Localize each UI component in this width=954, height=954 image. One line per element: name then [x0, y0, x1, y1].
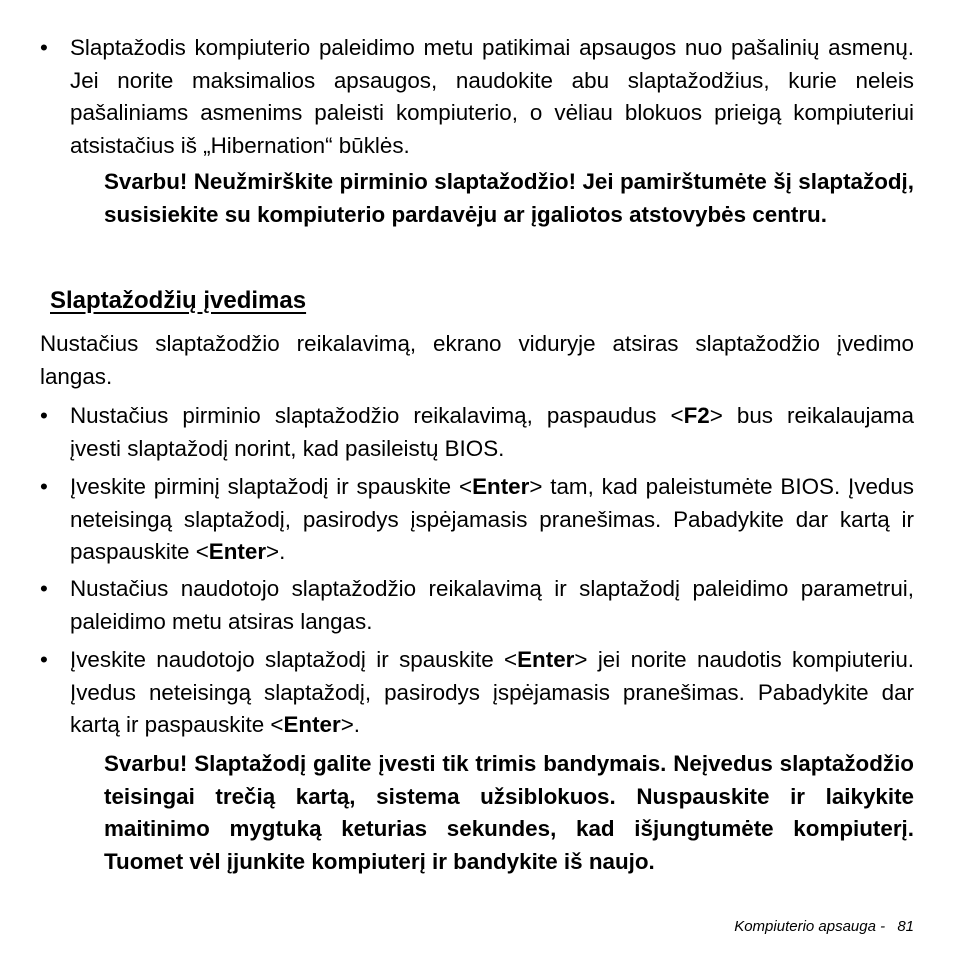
key-enter: Enter: [472, 474, 530, 499]
page-footer: [734, 917, 914, 937]
bullet-text: Įveskite naudotojo slaptažodį ir spauskite <Enter> jei norite naudotis kompiuteriu. Įvedus neteisingą slaptažodį, pasirodys įspėjamasis pranešimas. Pabadykite dar kartą ir paspauskite <Enter>.: [70, 647, 914, 737]
bullet-marker: •: [40, 576, 48, 601]
section-heading: Slaptažodžių įvedimas: [50, 287, 307, 314]
key-enter: Enter: [208, 539, 267, 564]
bullet-item-f2: [40, 400, 914, 465]
page-number: 81: [897, 918, 914, 935]
key-enter: Enter: [517, 647, 575, 672]
bullet-text: Nustačius naudotojo slaptažodžio reikalavimą ir slaptažodį paleidimo parametrui, paleidimo metu atsiras langas.: [70, 576, 914, 634]
bullet-marker: •: [40, 474, 48, 499]
important-note-1: Svarbu! Neužmirškite pirminio slaptažodžio! Jei pamirštumėte šį slaptažodį, susisiekite su kompiuterio pardavėju ar įgaliotos atstovybės centru.: [104, 169, 914, 227]
bullet-marker: •: [40, 647, 48, 672]
bullet-item-enter-supervisor: [40, 471, 914, 569]
bullet-text: Įveskite pirminį slaptažodį ir spauskite <Enter> tam, kad paleistumėte BIOS. Įvedus neteisingą slaptažodį, pasirodys įspėjamasis pranešimas. Pabadykite dar kartą ir paspauskite <Enter>.: [70, 474, 914, 564]
key-enter: Enter: [283, 712, 341, 737]
important-note-2: Svarbu! Slaptažodį galite įvesti tik trimis bandymais. Neįvedus slaptažodžio teisingai trečią kartą, sistema užsiblokuos. Nuspauskite ir laikykite maitinimo mygtuką keturias sekundes, kad išjungtumėte kompiuterį. Tuomet vėl įjunkite kompiuterį ir bandykite iš naujo.: [104, 751, 914, 874]
bullet-marker: •: [40, 403, 48, 428]
bullet-item-user-password: [40, 573, 914, 638]
bullet-marker: •: [40, 35, 48, 60]
bullet-item-boot-password: [40, 32, 914, 162]
bullet-text: Slaptažodis kompiuterio paleidimo metu patikimai apsaugos nuo pašalinių asmenų. Jei norite maksimalios apsaugos, naudokite abu slaptažodžius, kurie neleis pašaliniams asmenims paleisti kompiuterio, o vėliau blokuos prieigą kompiuteriui atsistačius iš „Hibernation“ būklės.: [70, 35, 914, 158]
intro-paragraph: Nustačius slaptažodžio reikalavimą, ekrano viduryje atsiras slaptažodžio įvedimo langas.: [40, 331, 914, 389]
bullet-item-enter-user: [40, 644, 914, 742]
footer-section-title: Kompiuterio apsauga -: [734, 918, 886, 935]
bullet-text: Nustačius pirminio slaptažodžio reikalavimą, paspaudus <F2> bus reikalaujama įvesti slaptažodį norint, kad pasileistų BIOS.: [70, 403, 914, 461]
key-f2: F2: [683, 403, 710, 428]
